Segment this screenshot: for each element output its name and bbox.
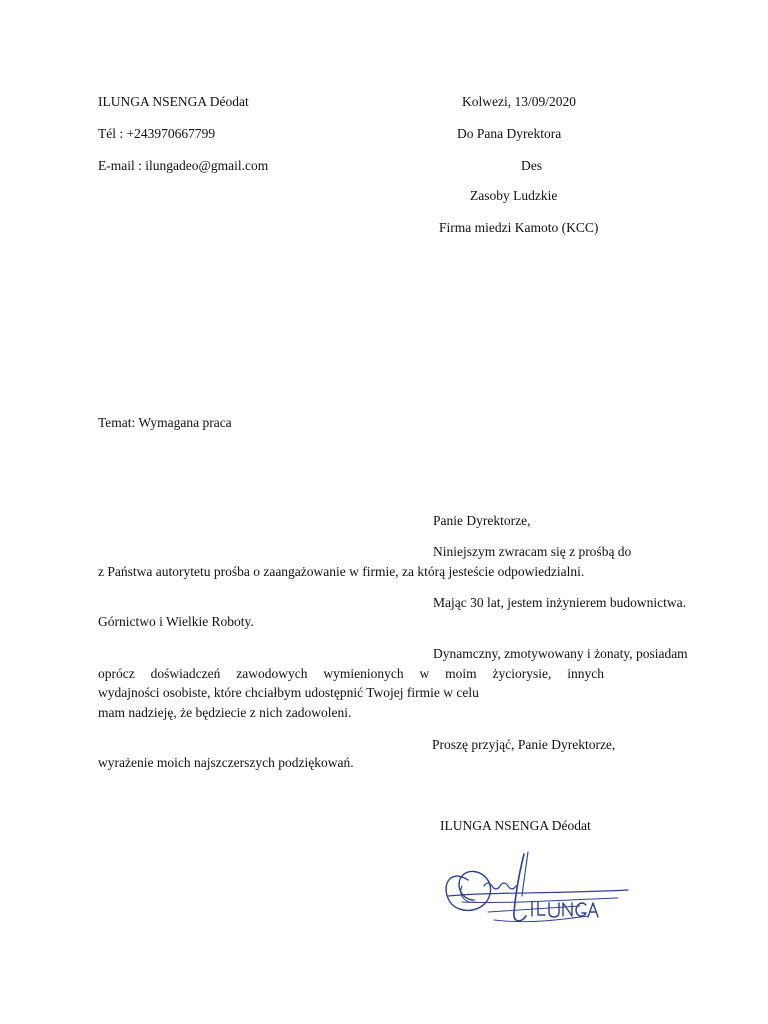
handwritten-signature xyxy=(428,850,632,934)
paragraph-3-line-1: Dynamczny, zmotywowany i żonaty, posiadam xyxy=(433,646,688,661)
paragraph-2-line-2: Górnictwo i Wielkie Roboty. xyxy=(98,614,254,629)
recipient-line-3: Zasoby Ludzkie xyxy=(470,188,558,203)
paragraph-1-line-1: Niniejszym zwracam się z prośbą do xyxy=(433,544,632,559)
closing-line-1: Proszę przyjąć, Panie Dyrektorze, xyxy=(432,737,616,752)
closing-line-2: wyrażenie moich najszczerszych podziękowań. xyxy=(98,755,354,770)
paragraph-1-line-2: z Państwa autorytetu prośba o zaangażowanie w firmie, za którą jesteście odpowiedzialni. xyxy=(98,564,585,579)
sender-name: ILUNGA NSENGA Déodat xyxy=(98,94,249,109)
paragraph-3-line-3: wydajności osobiste, które chciałbym udostępnić Twojej firmie w celu xyxy=(98,685,479,700)
sender-phone: Tél : +243970667799 xyxy=(98,126,216,141)
salutation: Panie Dyrektorze, xyxy=(433,513,531,528)
sender-email: E-mail : ilungadeo@gmail.com xyxy=(98,158,269,173)
recipient-line-2: Des xyxy=(521,158,542,173)
recipient-line-1: Do Pana Dyrektora xyxy=(457,126,562,141)
subject-line: Temat: Wymagana praca xyxy=(98,415,232,430)
recipient-line-4: Firma miedzi Kamoto (KCC) xyxy=(439,220,599,235)
place-date: Kolwezi, 13/09/2020 xyxy=(462,94,576,109)
signature-name: ILUNGA NSENGA Déodat xyxy=(440,818,591,833)
paragraph-2-line-1: Mając 30 lat, jestem inżynierem budownictwa. xyxy=(433,595,687,610)
paragraph-3-line-2: oprócz doświadczeń zawodowych wymienionych w moim życiorysie, innych xyxy=(98,666,604,681)
paragraph-3-line-4: mam nadzieję, że będziecie z nich zadowoleni. xyxy=(98,705,352,720)
